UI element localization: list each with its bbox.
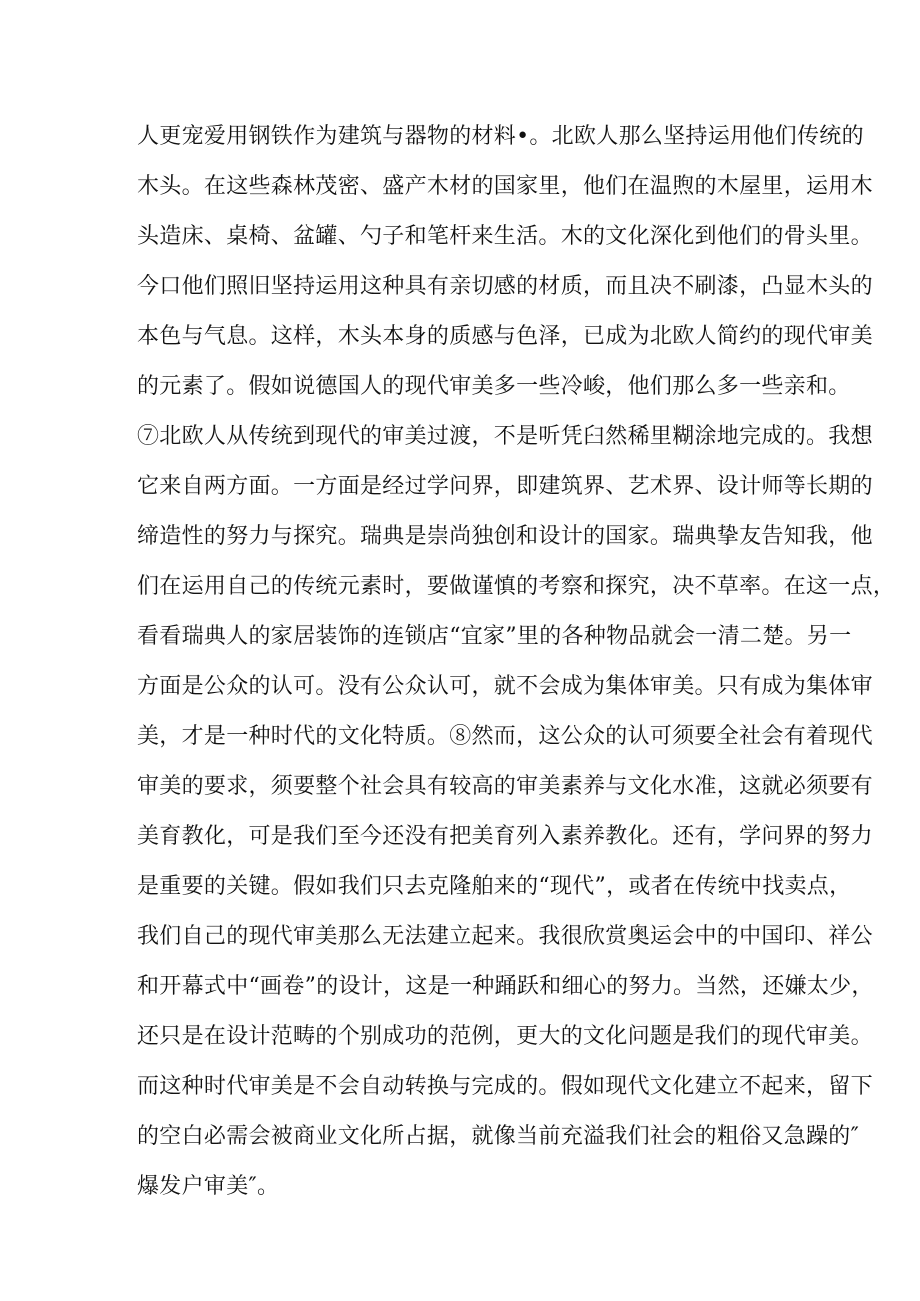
- text-line: 缔造性的努力与探究。瑞典是崇尚独创和设计的国家。瑞典挚友告知我，他: [137, 524, 873, 549]
- text-line: 而这种时代审美是不会自动转换与完成的。假如现代文化建立不起来，留下: [137, 1074, 873, 1099]
- text-line: 美育教化，可是我们至今还没有把美育列入素养教化。还有，学问界的努力: [137, 824, 873, 849]
- text-line: 审美的要求，须要整个社会具有较高的审美素养与文化水准，这就必须要有: [137, 774, 873, 799]
- text-line: 的元素了。假如说德国人的现代审美多一些冷峻，他们那么多一些亲和。: [137, 374, 851, 399]
- text-line: 看看瑞典人的家居装饰的连锁店“宜家”里的各种物品就会一清二楚。另一: [137, 624, 852, 649]
- text-line: 头造床、桌椅、盆罐、勺子和笔杆来生活。木的文化深化到他们的骨头里。: [137, 224, 873, 249]
- text-line: 我们自己的现代审美那么无法建立起来。我很欣赏奥运会中的中国印、祥公: [137, 924, 873, 949]
- text-line: 本色与气息。这样，木头本身的质感与色泽，已成为北欧人简约的现代审美: [137, 324, 873, 349]
- text-line: 今口他们照旧坚持运用这种具有亲切感的材质，而且决不刷漆，凸显木头的: [137, 274, 873, 299]
- text-line: 爆发户审美″。: [137, 1174, 280, 1199]
- text-line: 它来自两方面。一方面是经过学问界，即建筑界、艺术界、设计师等长期的: [137, 474, 873, 499]
- text-line: 美，才是一种时代的文化特质。⑧然而，这公众的认可须要全社会有着现代: [137, 724, 873, 749]
- text-line: 们在运用自己的传统元素时，要做谨慎的考察和探究，决不草率。在这一点，: [137, 574, 896, 599]
- text-line: 是重要的关键。假如我们只去克隆舶来的“现代”，或者在传统中找卖点，: [137, 874, 852, 899]
- text-line: 方面是公众的认可。没有公众认可，就不会成为集体审美。只有成为集体审: [137, 674, 873, 699]
- text-line: ⑦北欧人从传统到现代的审美过渡，不是听凭臼然稀里糊涂地完成的。我想: [137, 424, 873, 449]
- text-line: 和开幕式中“画卷”的设计，这是一种踊跃和细心的努力。当然，还嫌太少，: [137, 974, 874, 999]
- text-line: 人更宠爱用钢铁作为建筑与器物的材料•。北欧人那么坚持运用他们传统的: [137, 124, 864, 149]
- text-line: 还只是在设计范畴的个别成功的范例，更大的文化问题是我们的现代审美。: [137, 1024, 873, 1049]
- text-line: 的空白必需会被商业文化所占据，就像当前充溢我们社会的粗俗又急躁的″: [137, 1124, 860, 1149]
- text-line: 木头。在这些森林茂密、盛产木材的国家里，他们在温煦的木屋里，运用木: [137, 174, 873, 199]
